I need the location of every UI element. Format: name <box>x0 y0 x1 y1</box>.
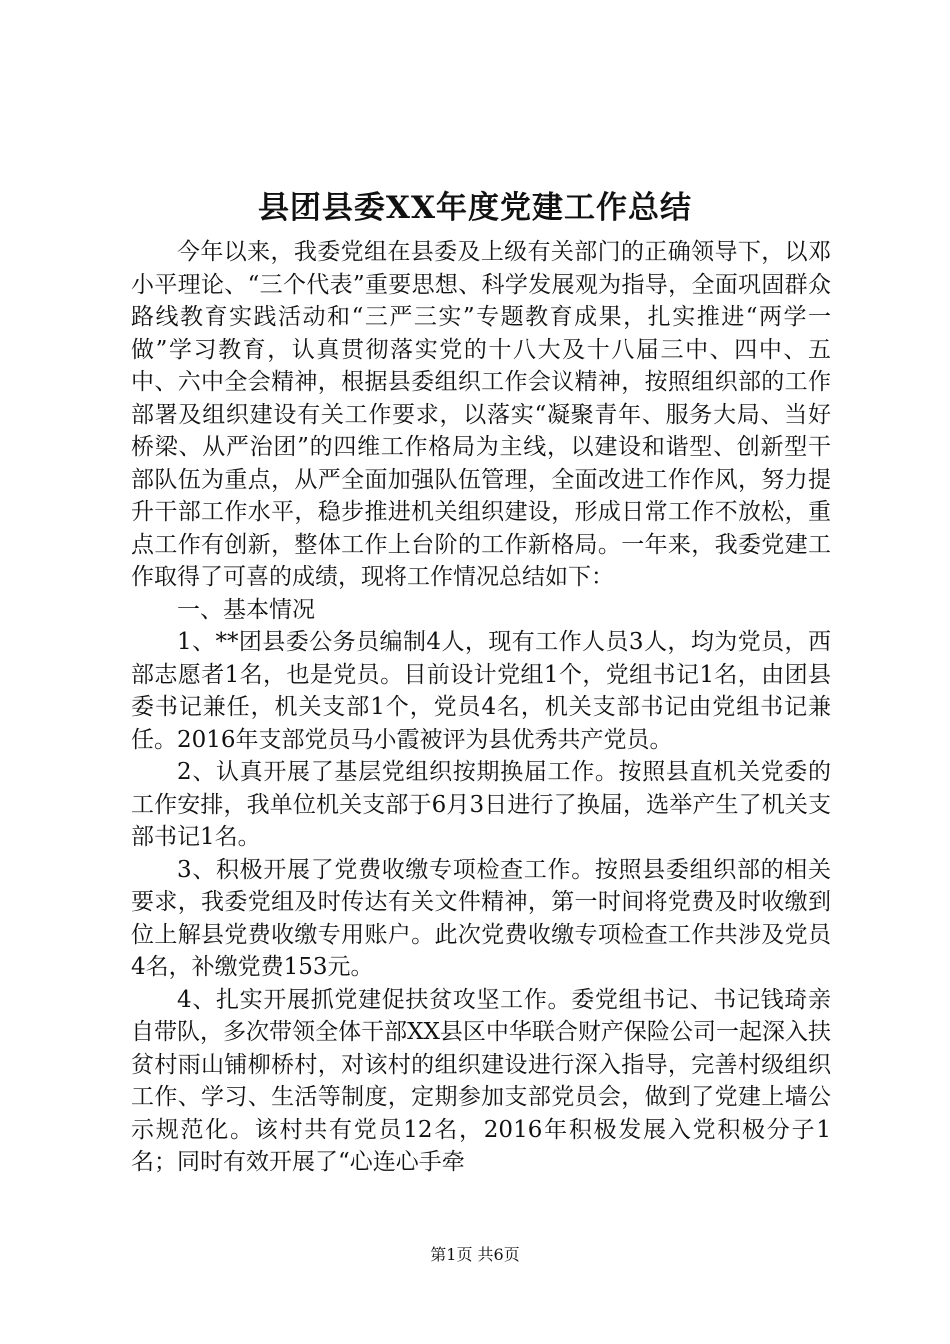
paragraph-intro: 今年以来，我委党组在县委及上级有关部门的正确领导下，以邓小平理论、“三个代表”重要思想、科学发展观为指导，全面巩固群众路线教育实践活动和“三严三实”专题教育成果，扎实推进“两学一做”学习教育，认真贯彻落实党的十八大及十八届三中、四中、五中、六中全会精神，根据县委组织工作会议精神，按照组织部的工作部署及组织建设有关工作要求，以落实“凝聚青年、服务大局、当好桥梁、从严治团”的四维工作格局为主线，以建设和谐型、创新型干部队伍为重点，从严全面加强队伍管理，全面改进工作作风，努力提升干部工作水平，稳步推进机关组织建设，形成日常工作不放松，重点工作有创新，整体工作上台阶的工作新格局。一年来，我委党建工作取得了可喜的成绩，现将工作情况总结如下： <box>131 239 831 590</box>
document-body <box>131 236 831 1179</box>
page-number-footer: 第1页 共6页 <box>430 1245 520 1264</box>
document-title: 县团县委XX年度党建工作总结 <box>257 190 693 226</box>
paragraph-item-2: 2、认真开展了基层党组织按期换届工作。按照县直机关党委的工作安排，我单位机关支部于6月3日进行了换届，选举产生了机关支部书记1名。 <box>131 759 831 850</box>
paragraph-item-1: 1、**团县委公务员编制4人，现有工作人员3人，均为党员，西部志愿者1名，也是党员。目前设计党组1个，党组书记1名，由团县委书记兼任，机关支部1个，党员4名，机关支部书记由党组书记兼任。2016年支部党员马小霞被评为县优秀共产党员。 <box>131 629 831 753</box>
paragraph-item-3: 3、积极开展了党费收缴专项检查工作。按照县委组织部的相关要求，我委党组及时传达有关文件精神，第一时间将党费及时收缴到位上解县党费收缴专用账户。此次党费收缴专项检查工作共涉及党员4名，补缴党费153元。 <box>131 856 831 980</box>
section-heading-basic-situation: 一、基本情况 <box>177 596 315 623</box>
paragraph-item-4: 4、扎实开展抓党建促扶贫攻坚工作。委党组书记、书记钱琦亲自带队，多次带领全体干部XX县区中华联合财产保险公司一起深入扶贫村雨山铺柳桥村，对该村的组织建设进行深入指导，完善村级组织工作、学习、生活等制度，定期参加支部党员会，做到了党建上墙公示规范化。该村共有党员12名，2016年积极发展入党积极分子1名；同时有效开展了“心连心手牵 <box>131 986 831 1175</box>
